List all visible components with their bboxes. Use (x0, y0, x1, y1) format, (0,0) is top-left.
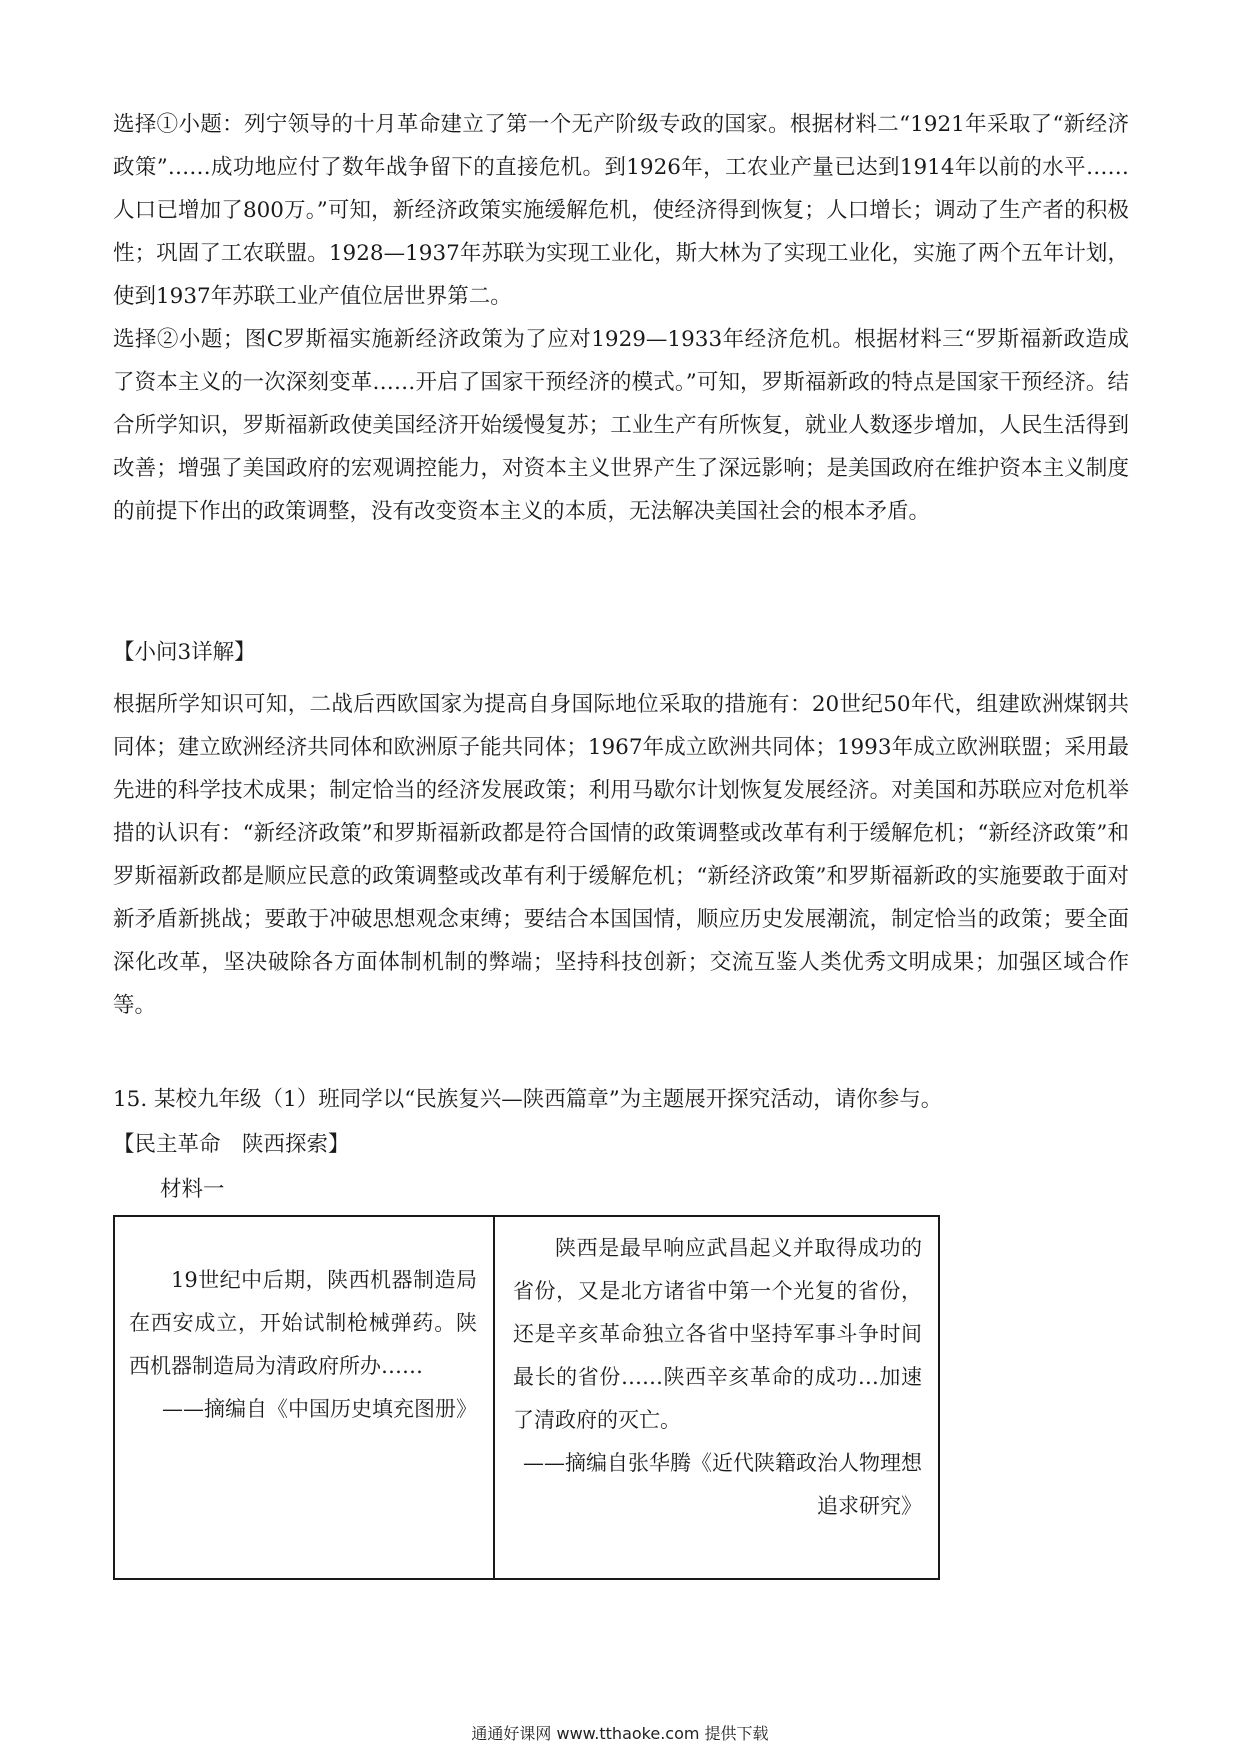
material-right-cell (494, 1216, 939, 1579)
material-table (113, 1215, 940, 1580)
material-left-cell (114, 1216, 494, 1579)
answer-paragraph-choice-2: 选择②小题；图C罗斯福实施新经济政策为了应对1929—1933年经济危机。根据材料三“罗斯福新政造成了资本主义的一次深刻变革……开启了国家干预经济的模式。”可知，罗斯福新政的特点是国家干预经济。结合所学知识，罗斯福新政使美国经济开始缓慢复苏；工业生产有所恢复，就业人数逐步增加，人民生活得到改善；增强了美国政府的宏观调控能力，对资本主义世界产生了深远影响；是美国政府在维护资本主义制度的前提下作出的政策调整，没有改变资本主义的本质，无法解决美国社会的根本矛盾。 (113, 327, 1129, 524)
material-left-source: ——摘编自《中国历史填充图册》 (162, 1397, 477, 1421)
page-footer-watermark: 通通好课网 www.tthaoke.com 提供下载 (471, 1724, 769, 1743)
answer-paragraph-choice-1: 选择①小题：列宁领导的十月革命建立了第一个无产阶级专政的国家。根据材料二“1921年采取了“新经济政策”……成功地应付了数年战争留下的直接危机。到1926年，工农业产量已达到1914年以前的水平……人口已增加了800万。”可知，新经济政策实施缓解危机，使经济得到恢复；人口增长；调动了生产者的积极性；巩固了工农联盟。1928—1937年苏联为实现工业化，斯大林为了实现工业化，实施了两个五年计划，使到1937年苏联工业产值位居世界第二。 (113, 112, 1129, 309)
material-right-text: 陕西是最早响应武昌起义并取得成功的省份，又是北方诸省中第一个光复的省份，还是辛亥革命独立各省中坚持军事斗争时间最长的省份……陕西辛亥革命的成功…加速了清政府的灭亡。 (513, 1236, 922, 1432)
material-right-source: ——摘编自张华腾《近代陕籍政治人物理想追求研究》 (523, 1451, 922, 1518)
section-title: 【民主革命 陕西探索】 (113, 1132, 350, 1157)
question-15-stem: 15. 某校九年级（1）班同学以“民族复兴—陕西篇章”为主题展开探究活动，请你参与。 (113, 1087, 943, 1112)
subquestion-3-answer: 根据所学知识可知，二战后西欧国家为提高自身国际地位采取的措施有：20世纪50年代，组建欧洲煤钢共同体；建立欧洲经济共同体和欧洲原子能共同体；1967年成立欧洲共同体；1993年成立欧洲联盟；采用最先进的科学技术成果；制定恰当的经济发展政策；利用马歇尔计划恢复发展经济。对美国和苏联应对危机举措的认识有：“新经济政策”和罗斯福新政都是符合国情的政策调整或改革有利于缓解危机；“新经济政策”和罗斯福新政都是顺应民意的政策调整或改革有利于缓解危机；“新经济政策”和罗斯福新政的实施要敢于面对新矛盾新挑战；要敢于冲破思想观念束缚；要结合本国国情，顺应历史发展潮流，制定恰当的政策；要全面深化改革，坚决破除各方面体制机制的弊端；坚持科技创新；交流互鉴人类优秀文明成果；加强区域合作等。 (113, 692, 1129, 1018)
subquestion-3-heading: 【小问3详解】 (113, 640, 256, 665)
material-left-text: 19世纪中后期，陕西机器制造局在西安成立，开始试制枪械弹药。陕西机器制造局为清政府所办…… (129, 1268, 477, 1378)
material-one-label: 材料一 (160, 1177, 225, 1202)
